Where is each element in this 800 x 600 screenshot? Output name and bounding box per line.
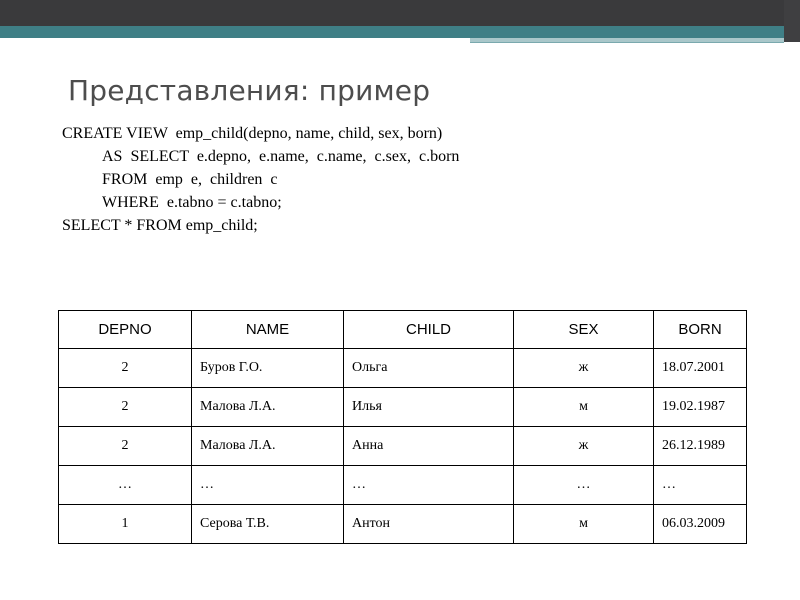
result-table bbox=[58, 310, 747, 544]
cell-born: 19.02.1987 bbox=[654, 388, 747, 427]
cell-sex: ж bbox=[514, 427, 654, 466]
cell-child: … bbox=[344, 466, 514, 505]
cell-depno: 2 bbox=[59, 427, 192, 466]
teal-decor-bar bbox=[0, 26, 784, 38]
cell-born: 26.12.1989 bbox=[654, 427, 747, 466]
column-header-depno: DEPNO bbox=[59, 311, 192, 349]
cell-sex: м bbox=[514, 505, 654, 544]
table-row bbox=[59, 427, 747, 466]
table-header-row bbox=[59, 311, 747, 349]
sql-line-from: FROM emp e, children c bbox=[102, 171, 278, 188]
table-row bbox=[59, 505, 747, 544]
table-row-ellipsis bbox=[59, 466, 747, 505]
cell-sex: м bbox=[514, 388, 654, 427]
accent-line bbox=[470, 42, 784, 43]
cell-depno: 2 bbox=[59, 349, 192, 388]
sql-line-select-view: SELECT * FROM emp_child; bbox=[62, 217, 258, 234]
right-decor-bar bbox=[784, 0, 800, 42]
column-header-name: NAME bbox=[192, 311, 344, 349]
cell-child: Илья bbox=[344, 388, 514, 427]
sql-line-create-view: CREATE VIEW emp_child(depno, name, child, sex, born) bbox=[62, 125, 443, 142]
cell-born: 18.07.2001 bbox=[654, 349, 747, 388]
cell-child: Анна bbox=[344, 427, 514, 466]
cell-name: … bbox=[192, 466, 344, 505]
table-row bbox=[59, 388, 747, 427]
column-header-sex: SEX bbox=[514, 311, 654, 349]
cell-sex: ж bbox=[514, 349, 654, 388]
cell-depno: … bbox=[59, 466, 192, 505]
cell-name: Буров Г.О. bbox=[192, 349, 344, 388]
cell-depno: 1 bbox=[59, 505, 192, 544]
sql-line-select: AS SELECT e.depno, e.name, c.name, c.sex, c.born bbox=[102, 148, 460, 165]
top-decor-bar bbox=[0, 0, 784, 26]
table-row bbox=[59, 349, 747, 388]
cell-name: Серова Т.В. bbox=[192, 505, 344, 544]
cell-child: Ольга bbox=[344, 349, 514, 388]
cell-name: Малова Л.А. bbox=[192, 388, 344, 427]
cell-sex: … bbox=[514, 466, 654, 505]
column-header-child: CHILD bbox=[344, 311, 514, 349]
sql-code-block bbox=[62, 122, 459, 237]
cell-born: … bbox=[654, 466, 747, 505]
sql-line-where: WHERE e.tabno = c.tabno; bbox=[102, 194, 282, 211]
column-header-born: BORN bbox=[654, 311, 747, 349]
cell-born: 06.03.2009 bbox=[654, 505, 747, 544]
cell-depno: 2 bbox=[59, 388, 192, 427]
cell-child: Антон bbox=[344, 505, 514, 544]
cell-name: Малова Л.А. bbox=[192, 427, 344, 466]
slide-title: Представления: пример bbox=[68, 74, 431, 107]
